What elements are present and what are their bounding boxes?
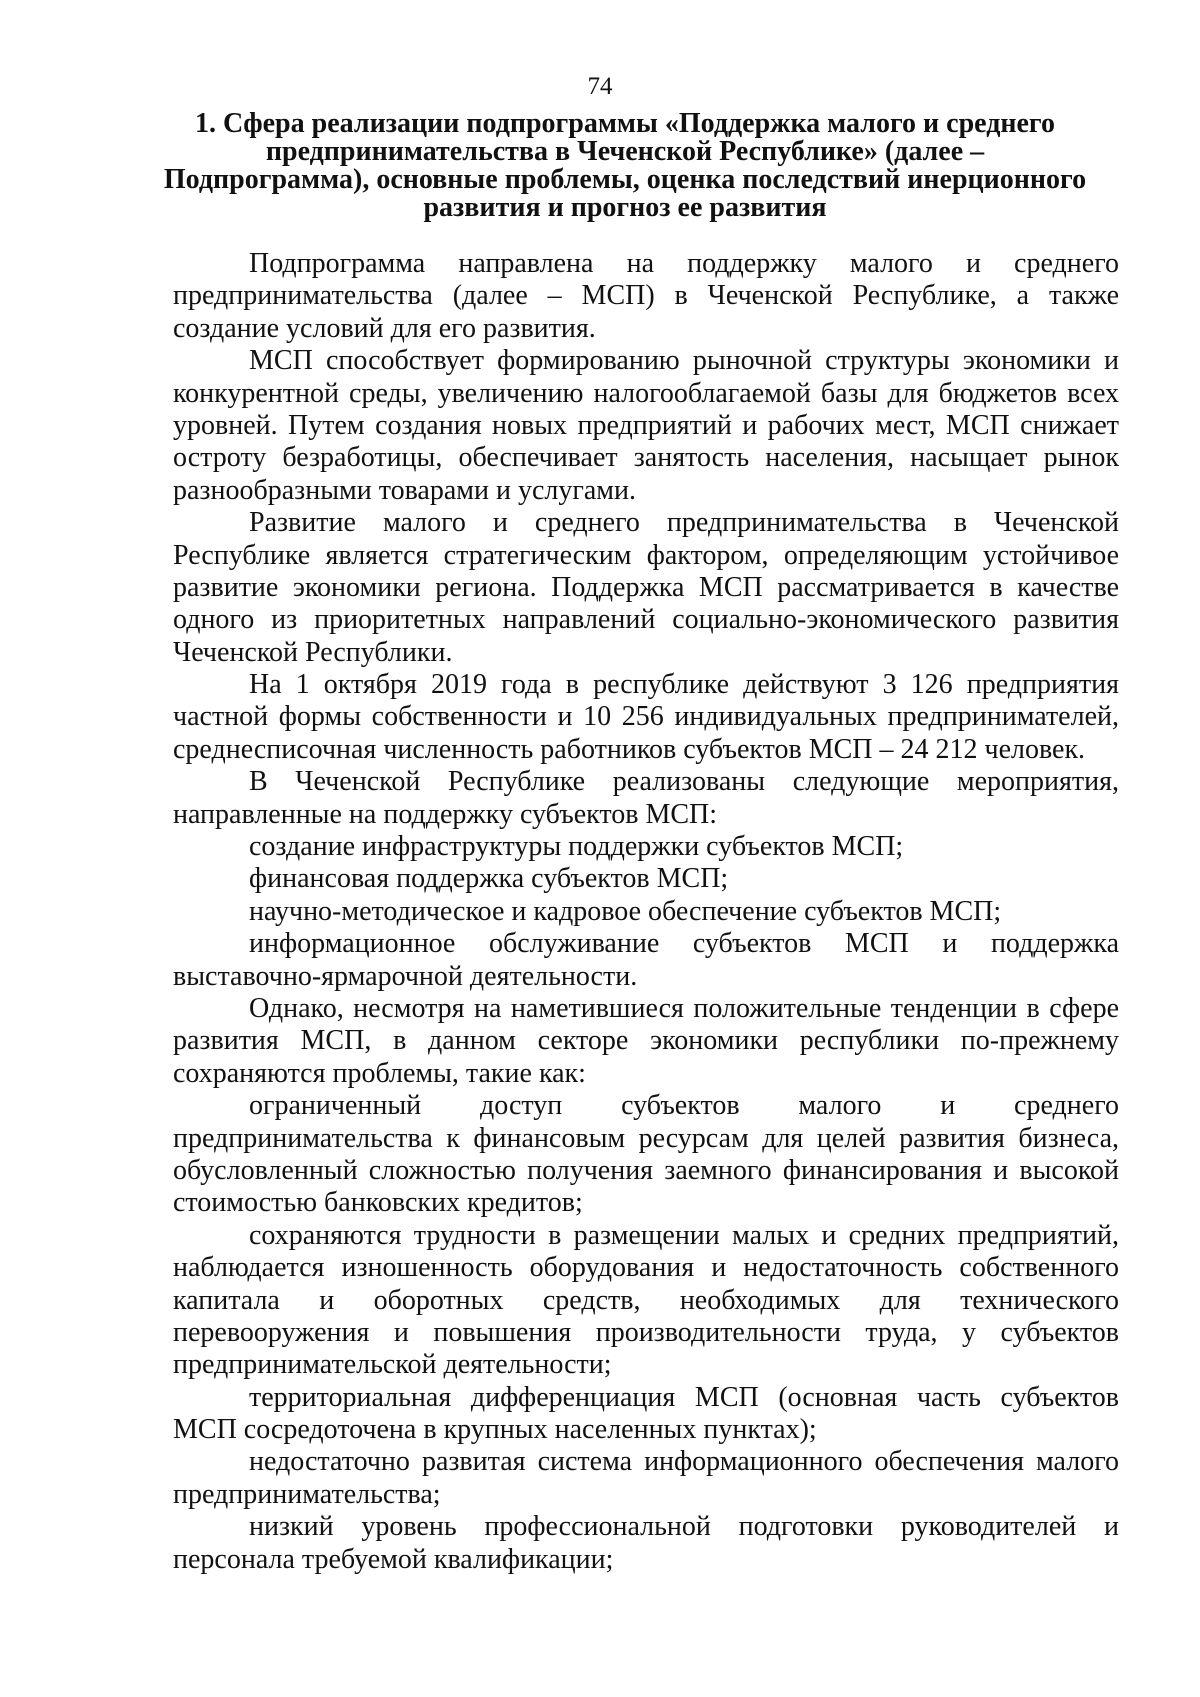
- paragraph: [173, 507, 1119, 669]
- paragraph-line: конкурентной среды, увеличению налогооблагаемой базы для бюджетов всех: [173, 377, 1119, 409]
- paragraph-line: одного из приоритетных направлений социально-экономического развития: [173, 604, 1119, 636]
- paragraph-line: разнообразными товарами и услугами.: [173, 474, 636, 506]
- section-heading: [160, 110, 1090, 222]
- paragraph-line: частной формы собственности и 10 256 индивидуальных предпринимателей,: [173, 701, 1119, 733]
- paragraph-line: создание условий для его развития.: [173, 312, 596, 344]
- heading-line: развития и прогноз ее развития: [423, 192, 827, 223]
- paragraph-line: направленные на поддержку субъектов МСП:: [173, 798, 718, 830]
- paragraph-line: выставочно-ярмарочной деятельности.: [173, 960, 638, 992]
- paragraph-line: недостаточно развитая система информационного обеспечения малого: [249, 1446, 1119, 1478]
- heading-line: предпринимательства в Чеченской Республике» (далее –: [265, 136, 985, 167]
- paragraph-line: низкий уровень профессиональной подготовки руководителей и: [249, 1511, 1119, 1543]
- paragraph: [173, 1220, 1119, 1382]
- paragraph: [173, 1446, 1119, 1511]
- paragraph: [173, 831, 1119, 863]
- paragraph-line: среднесписочная численность работников субъектов МСП – 24 212 человек.: [173, 733, 1086, 765]
- paragraph-line: предпринимательской деятельности;: [173, 1349, 612, 1381]
- paragraph: [173, 669, 1119, 766]
- heading-line: Подпрограмма), основные проблемы, оценка последствий инерционного: [163, 164, 1087, 195]
- paragraph-line: стоимостью банковских кредитов;: [173, 1187, 583, 1219]
- paragraph: [173, 1090, 1119, 1220]
- paragraph-line: На 1 октября 2019 года в республике действуют 3 126 предприятия: [249, 669, 1119, 701]
- paragraph-line: МСП способствует формированию рыночной структуры экономики и: [249, 345, 1119, 377]
- heading-line: 1. Сфера реализации подпрограммы «Поддержка малого и среднего: [195, 108, 1055, 139]
- paragraph-line: МСП сосредоточена в крупных населенных пунктах);: [173, 1414, 817, 1446]
- paragraph-line: остроту безработицы, обеспечивает занятость населения, насыщает рынок: [173, 442, 1119, 474]
- paragraph-line: предпринимательства (далее – МСП) в Чеченской Республике, а также: [173, 280, 1119, 312]
- paragraph: [173, 896, 1119, 928]
- paragraph-line: сохраняются проблемы, такие как:: [173, 1057, 586, 1089]
- paragraph-line: ограниченный доступ субъектов малого и среднего: [249, 1090, 1119, 1122]
- paragraph-line: капитала и оборотных средств, необходимых для технического: [173, 1284, 1119, 1316]
- paragraph: [173, 1511, 1119, 1576]
- paragraph-line: Подпрограмма направлена на поддержку малого и среднего: [249, 248, 1119, 279]
- paragraph-line: предпринимательства к финансовым ресурсам для целей развития бизнеса,: [173, 1122, 1119, 1154]
- paragraph-line: создание инфраструктуры поддержки субъектов МСП;: [249, 831, 904, 863]
- paragraph-line: Развитие малого и среднего предпринимательства в Чеченской: [249, 507, 1119, 539]
- paragraph-line: наблюдается изношенность оборудования и недостаточность собственного: [173, 1252, 1119, 1284]
- paragraph: [173, 766, 1119, 831]
- paragraph-line: перевооружения и повышения производительности труда, у субъектов: [173, 1316, 1119, 1348]
- paragraph-line: развития МСП, в данном секторе экономики республики по-прежнему: [173, 1025, 1119, 1057]
- paragraph-line: Однако, несмотря на наметившиеся положительные тенденции в сфере: [249, 992, 1119, 1024]
- paragraph-line: Республике является стратегическим фактором, определяющим устойчивое: [173, 539, 1119, 571]
- paragraph: [173, 993, 1119, 1090]
- paragraph-line: финансовая поддержка субъектов МСП;: [249, 863, 729, 895]
- page-number: 74: [587, 73, 613, 100]
- paragraph-line: развитие экономики региона. Поддержка МСП рассматривается в качестве: [173, 571, 1119, 603]
- paragraph: [173, 248, 1119, 345]
- paragraph-line: предпринимательства;: [173, 1478, 441, 1510]
- paragraph-line: территориальная дифференциация МСП (основная часть субъектов: [249, 1381, 1119, 1413]
- paragraph: [173, 863, 1119, 895]
- body-text: [173, 248, 1119, 1576]
- paragraph-line: уровней. Путем создания новых предприятий и рабочих мест, МСП снижает: [173, 409, 1119, 441]
- paragraph-line: Чеченской Республики.: [173, 636, 453, 668]
- paragraph: [173, 928, 1119, 993]
- paragraph: [173, 1382, 1119, 1447]
- paragraph-line: обусловленный сложностью получения заемного финансирования и высокой: [173, 1154, 1119, 1186]
- paragraph-line: персонала требуемой квалификации;: [173, 1543, 614, 1575]
- paragraph: [173, 345, 1119, 507]
- paragraph-line: научно-методическое и кадровое обеспечение субъектов МСП;: [249, 895, 1002, 927]
- paragraph-line: сохраняются трудности в размещении малых и средних предприятий,: [249, 1219, 1119, 1251]
- paragraph-line: информационное обслуживание субъектов МСП и поддержка: [249, 928, 1119, 960]
- paragraph-line: В Чеченской Республике реализованы следующие мероприятия,: [249, 766, 1119, 798]
